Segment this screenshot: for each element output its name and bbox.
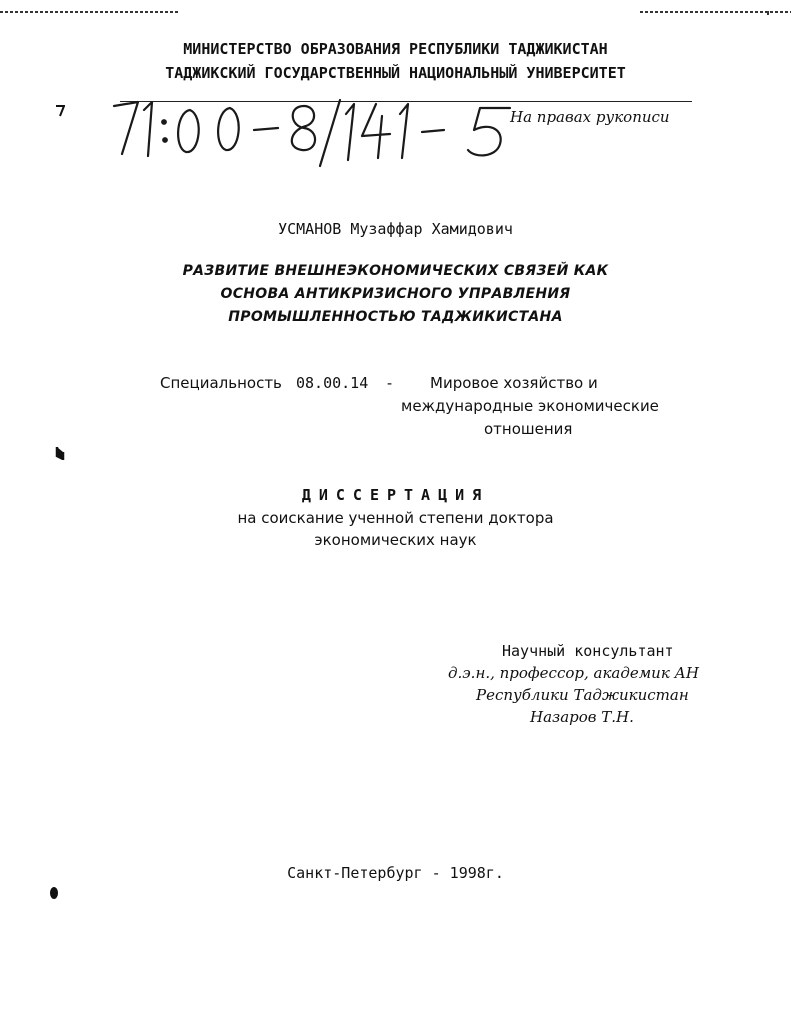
specialty-name-line-1: Мировое хозяйство и [430, 374, 598, 392]
footer-city-year: Санкт-Петербург - 1998г. [287, 864, 504, 882]
specialty-code: 08.00.14 [296, 374, 369, 392]
title-line-3: ПРОМЫШЛЕННОСТЬЮ ТАДЖИКИСТАНА [228, 309, 563, 325]
handwritten-registration-code [108, 92, 518, 172]
consultant-republic: Республики Таджикистан [476, 686, 689, 704]
dissertation-heading: ДИССЕРТАЦИЯ [301, 486, 490, 504]
scan-speck [48, 884, 60, 904]
university-heading: ТАДЖИКСКИЙ ГОСУДАРСТВЕННЫЙ НАЦИОНАЛЬНЫЙ УНИВЕРСИТЕТ [165, 64, 626, 82]
specialty-dash: - [385, 374, 395, 392]
rights-note: На правах рукописи [510, 108, 670, 126]
specialty-label: Специальность [160, 374, 282, 392]
consultant-name: Назаров Т.Н. [530, 708, 634, 726]
scan-top-edge [0, 0, 791, 4]
ministry-heading: МИНИСТЕРСТВО ОБРАЗОВАНИЯ РЕСПУБЛИКИ ТАДЖИКИСТАН [183, 40, 608, 58]
specialty-name-line-3: отношения [484, 420, 573, 438]
title-line-1: РАЗВИТИЕ ВНЕШНЕЭКОНОМИЧЕСКИХ СВЯЗЕЙ КАК [182, 263, 609, 279]
scan-speck [55, 104, 65, 122]
author-name: УСМАНОВ Музаффар Хамидович [278, 220, 513, 238]
scan-speck [55, 446, 65, 464]
title-line-2: ОСНОВА АНТИКРИЗИСНОГО УПРАВЛЕНИЯ [220, 286, 571, 302]
dissertation-science-line: экономических наук [314, 531, 477, 549]
dissertation-degree-line: на соискание ученной степени доктора [237, 509, 554, 527]
specialty-name-line-2: международные экономические [401, 397, 659, 415]
consultant-label: Научный консультант [502, 642, 674, 660]
consultant-degree: д.э.н., профессор, академик АН [448, 664, 700, 682]
